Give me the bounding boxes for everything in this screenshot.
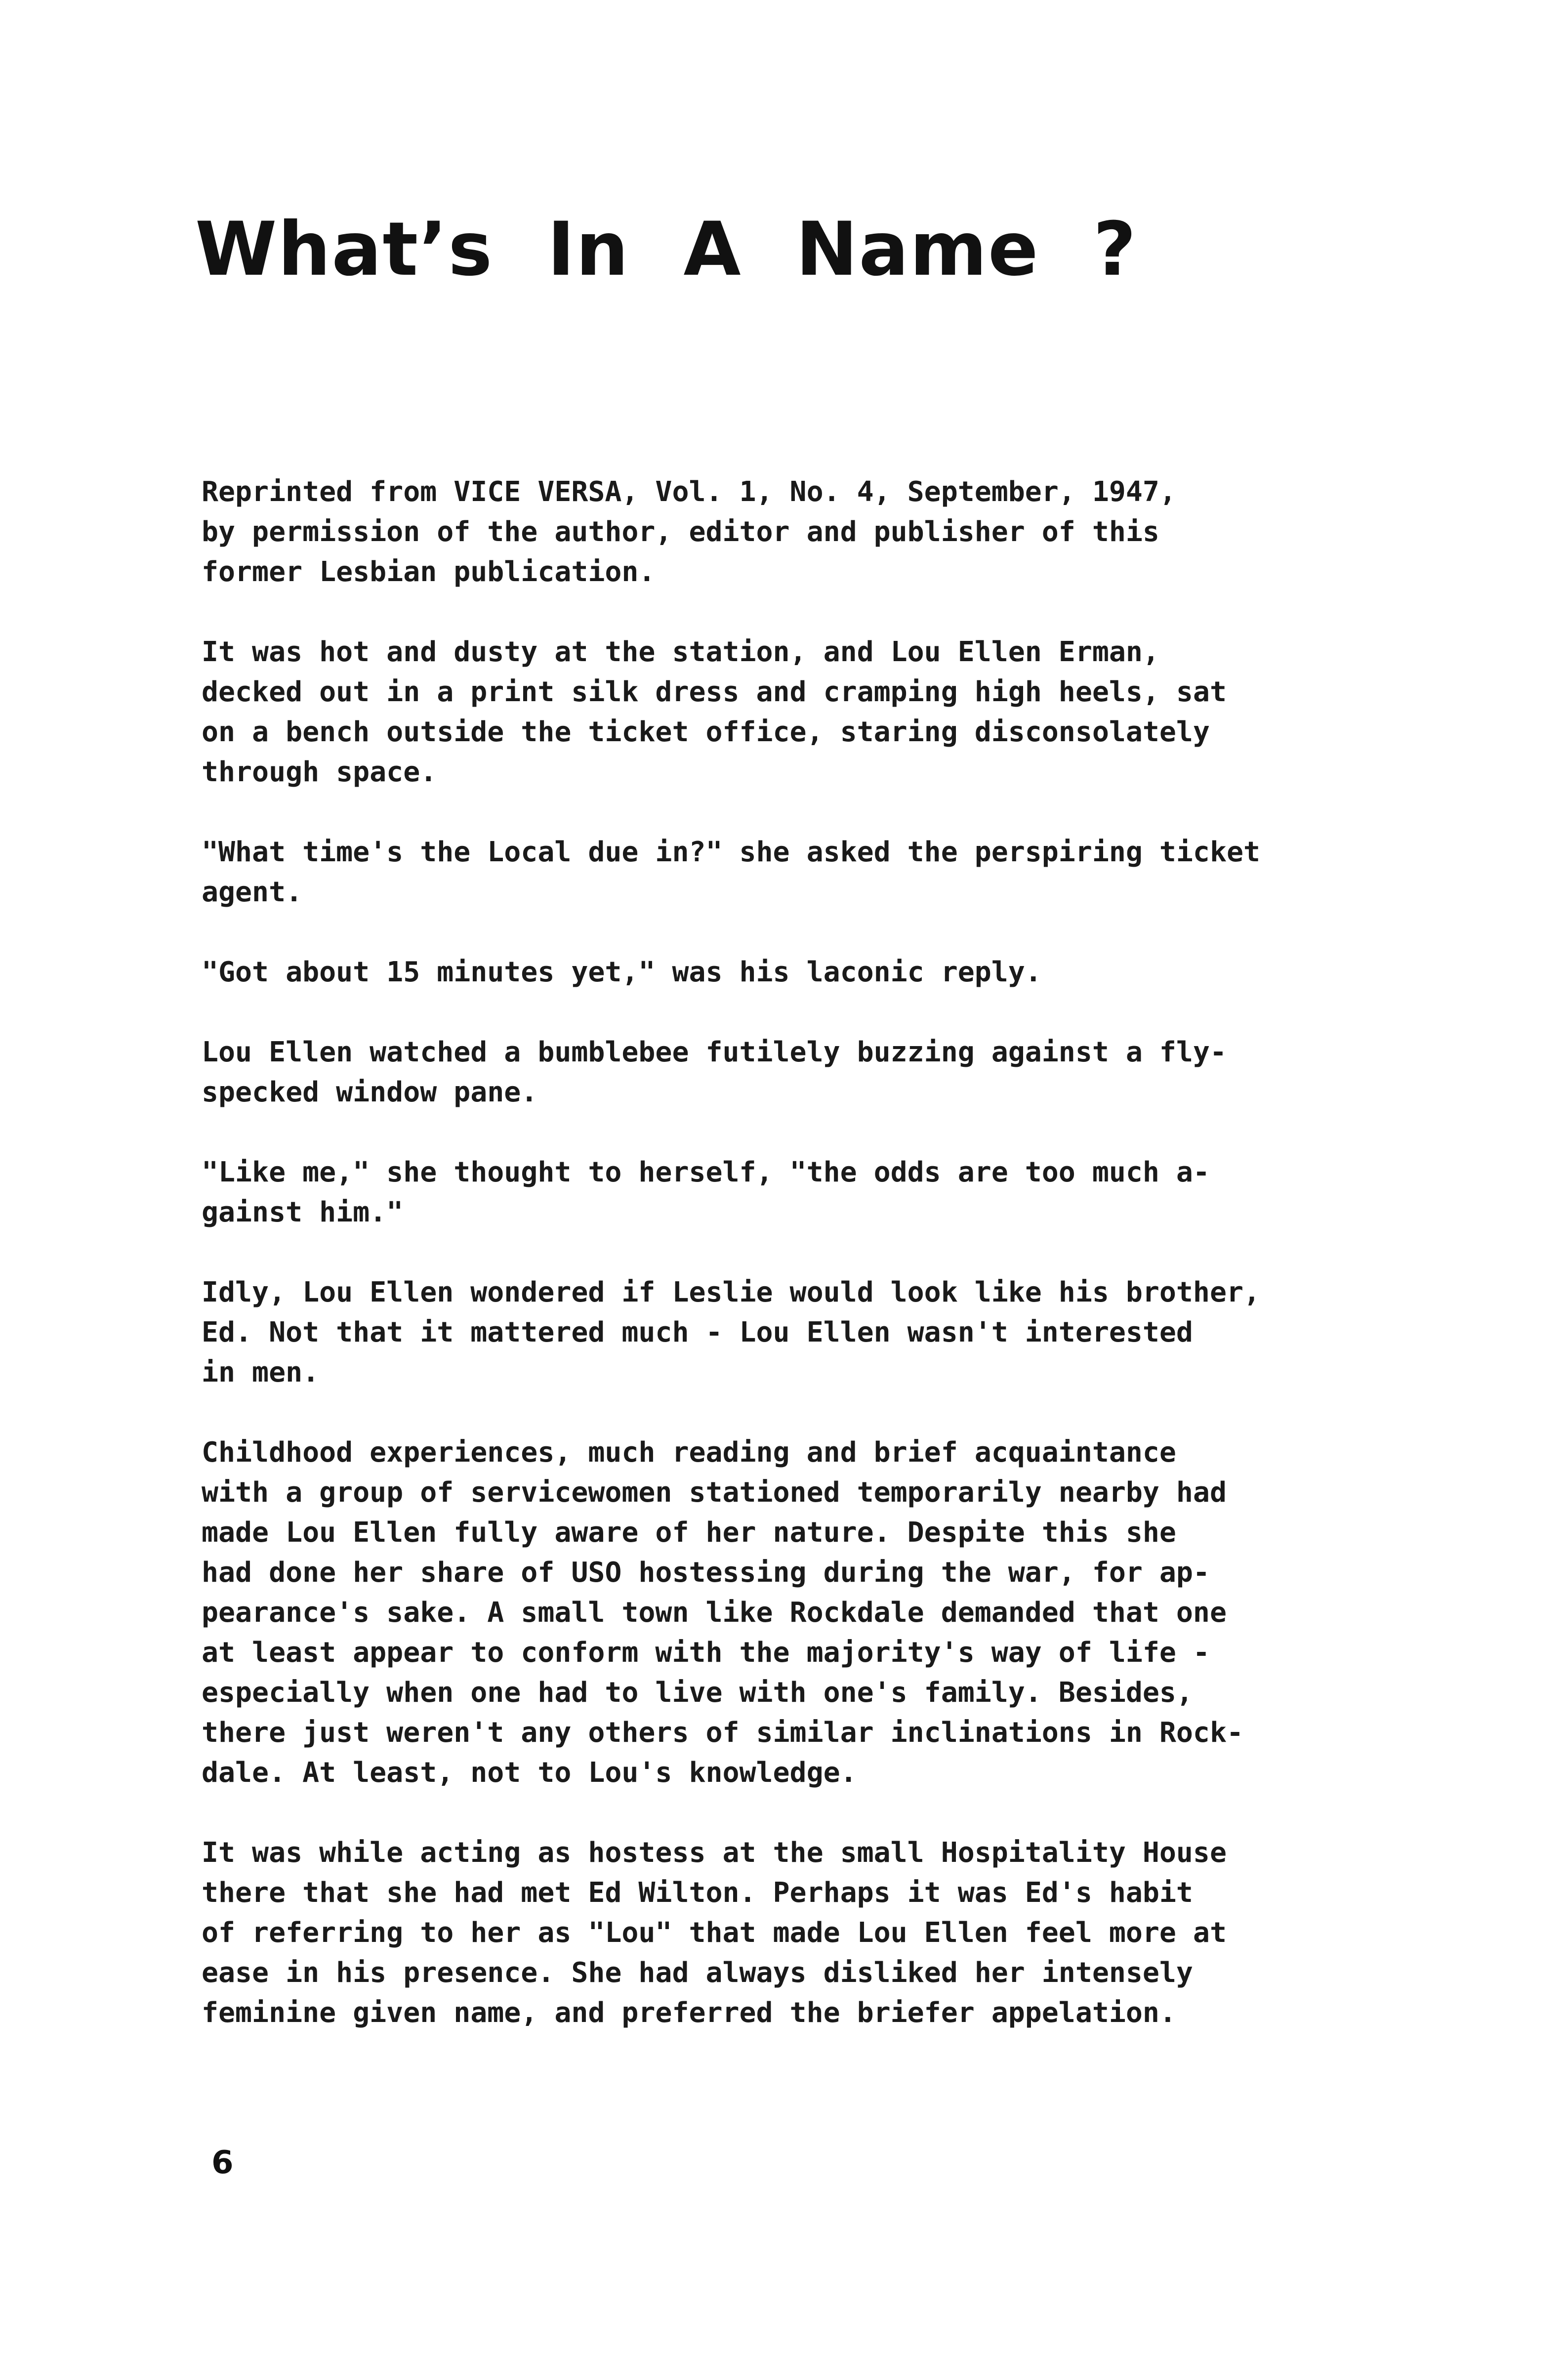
body-paragraph: "Got about 15 minutes yet," was his laconic reply. bbox=[202, 956, 1042, 988]
article-title: What’s In A Name ? bbox=[195, 207, 1137, 293]
body-paragraph: It was while acting as hostess at the small Hospitality House there that she had met Ed Wilton. Perhaps it was Ed's habit of referring to her as "Lou" that made Lou Ellen feel more at ease in his presence. She had always disliked her intensely feminine given name, and preferred the briefer appelation. bbox=[202, 1837, 1227, 2029]
body-paragraph: Lou Ellen watched a bumblebee futilely buzzing against a fly- specked window pane. bbox=[202, 1036, 1227, 1108]
body-paragraph: "What time's the Local due in?" she asked the perspiring ticket agent. bbox=[202, 836, 1260, 908]
reprint-note-paragraph: Reprinted from VICE VERSA, Vol. 1, No. 4, September, 1947, by permission of the author, editor and publisher of this former Lesbian publication. bbox=[202, 476, 1176, 588]
body-paragraph: Idly, Lou Ellen wondered if Leslie would look like his brother, Ed. Not that it mattered much - Lou Ellen wasn't interested in men. bbox=[202, 1276, 1260, 1389]
article-body bbox=[202, 472, 1382, 2033]
body-paragraph: "Like me," she thought to herself, "the odds are too much a- gainst him." bbox=[202, 1156, 1210, 1228]
page-number: 6 bbox=[211, 2145, 234, 2181]
body-paragraph: Childhood experiences, much reading and brief acquaintance with a group of servicewomen stationed temporarily nearby had made Lou Ellen fully aware of her nature. Despite this she had done her share of USO hostessing during the war, for ap- pearance's sake. A small town like Rockdale demanded that one at least appear to conform with the majority's way of life - especially when one had to live with one's family. Besides, there just weren't any others of similar inclinations in Rock- dale. At least, not to Lou's knowledge. bbox=[202, 1436, 1243, 1789]
body-paragraph: It was hot and dusty at the station, and Lou Ellen Erman, decked out in a print silk dress and cramping high heels, sat on a bench outside the ticket office, staring disconsolately through space. bbox=[202, 636, 1227, 788]
